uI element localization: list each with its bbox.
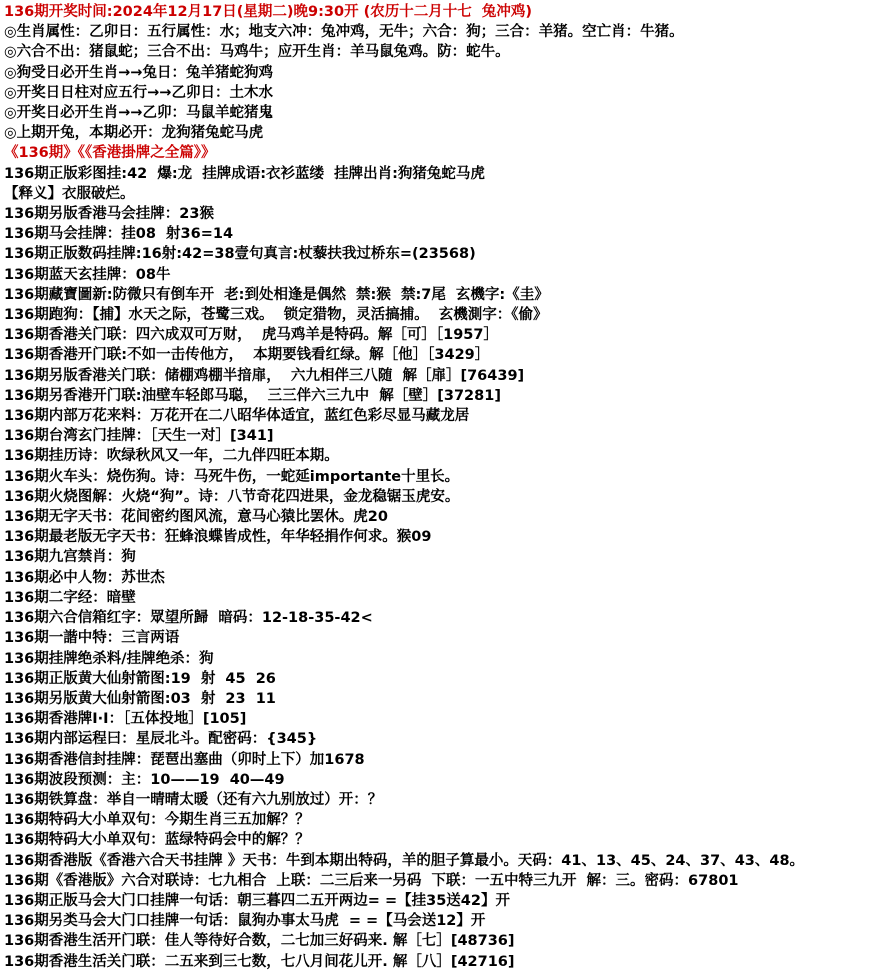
attribute-line: ◎开奖日日柱对应五行→→乙卯日：土木水 <box>4 84 273 101</box>
entries-block <box>0 164 879 972</box>
entry-line: 136期香港生活开门联：佳人等待好合数，二七加三好码来. 解［七］[48736] <box>4 933 515 950</box>
entry-line: 136期正版马会大门口挂牌一句话：朝三暮四二五开两边= =【挂35送42】开 <box>4 892 510 909</box>
entry-line: 136期特码大小单双句：蓝绿特码会中的解？？ <box>4 832 310 849</box>
section-title: 《136期》《《香港掛牌之全篇》》 <box>4 145 216 162</box>
attribute-line: ◎六合不出：猪鼠蛇；三合不出：马鸡牛；应开生肖：羊马鼠兔鸡。防：蛇牛。 <box>4 44 510 61</box>
entry-line: 136期香港关门联：四六成双可万财， 虎马鸡羊是特码。解［可］［1957］ <box>4 327 498 344</box>
entry-line: 136期特码大小单双句：今期生肖三五加解？？ <box>4 812 310 829</box>
entry-line: 136期必中人物：苏世杰 <box>4 569 165 586</box>
entry-line: 136期火车头：烧伤狗。诗：马死牛伤，一蛇延importante十里长。 <box>4 468 460 485</box>
entry-line: 136期《香港版》六合对联诗：七九相合 上联：二三后来一叧码 下联：一五中特三九开 解：三。密码：67801 <box>4 872 739 889</box>
entry-line: 136期正版黄大仙射箭图:19 射 45 26 <box>4 670 276 687</box>
entry-line: 136期二字经：暗壁 <box>4 589 136 606</box>
entry-line: 136期火烧图解：火烧“狗”。诗：八节奇花四进果，金龙稳锯玉虎安。 <box>4 488 460 505</box>
entry-line: 136期跑狗：【捕】水天之际，苍鹭三戏。 锁定猎物，灵活搞捕。 玄機測字：《偷》 <box>4 307 548 324</box>
attribute-line: ◎生肖属性：乙卯日：五行属性：水；地支六冲：兔冲鸡，无牛；六合：狗；三合：羊猪。空亡肖：牛猪。 <box>4 24 684 41</box>
entry-line: 136期正版彩图挂:42 爆:龙 挂牌成语:衣衫蓝缕 挂牌出肖:狗猪兔蛇马虎 <box>4 165 485 182</box>
entry-line: 136期香港信封挂牌：琵琶出塞曲（卯时上下）加1678 <box>4 751 365 768</box>
attribute-line: ◎开奖日必开生肖→→乙卯：马鼠羊蛇猪鬼 <box>4 105 273 122</box>
entry-line: 136期另版香港马会挂牌：23猴 <box>4 206 214 223</box>
entry-line: 136期九宫禁肖：狗 <box>4 549 136 566</box>
entry-line: 136期另类马会大门口挂牌一句话：鼠狗办事太马虎 = =【马会送12】开 <box>4 913 486 930</box>
header-line: 136期开奖时间:2024年12月17日(星期二)晚9:30开 (农历十二月十七 兔冲鸡) <box>4 4 532 20</box>
entry-line: 136期铁算盘：举自一晴晴太暖（还有六九别放过）开：？ <box>4 791 383 808</box>
entry-line: 136期另香港开门联:油壁车轻郎马聪， 三三伴六三九中 解［壁］[37281] <box>4 387 501 404</box>
entry-line: 136期最老版无字天书：狂蜂浪蝶皆成性，年华轻捐作何求。猴09 <box>4 529 432 546</box>
entry-line: 【释义】衣服破烂。 <box>4 185 135 202</box>
entry-line: 136期蓝天玄挂牌：08牛 <box>4 266 171 283</box>
entry-line: 136期马会挂牌：挂08 射36=14 <box>4 226 234 243</box>
entry-line: 136期正版数码挂牌:16射:42=38壹句真言:杖藜扶我过桥东=(23568) <box>4 246 476 263</box>
entry-line: 136期香港牌Ⅰ·Ⅰ：［五体投地］[105] <box>4 711 247 728</box>
attributes-block <box>0 22 879 143</box>
entry-line: 136期台湾玄门挂牌：［天生一对］[341] <box>4 428 274 445</box>
entry-line: 136期内部万花来料：万花开在二八昭华体适宜，蓝红色彩尽显马藏龙居 <box>4 408 470 425</box>
entry-line: 136期另版黄大仙射箭图:03 射 23 11 <box>4 690 276 707</box>
entry-line: 136期无字天书：花间密约图风流，意马心猿比罢休。虎20 <box>4 509 388 526</box>
entry-line: 136期另版香港关门联：储棚鸡棚半揞扉， 六九相伴三八随 解［扉］[76439] <box>4 367 525 384</box>
entry-line: 136期香港版《香港六合天书挂牌 》天书：牛到本期出特码，羊的胆子算最小。天码：41、13、45、24、37、43、48。 <box>4 852 805 869</box>
entry-line: 136期一諧中特：三言两语 <box>4 630 180 647</box>
attribute-line: ◎狗受日必开生肖→→兔日：兔羊猪蛇狗鸡 <box>4 64 273 81</box>
attribute-line: ◎上期开兔，本期必开：龙狗猪兔蛇马虎 <box>4 125 264 142</box>
entry-line: 136期挂牌绝杀料/挂牌绝杀：狗 <box>4 650 214 667</box>
entry-line: 136期藏寶圖新:防微只有倒车开 老:到处相逢是偶然 禁:猴 禁:7尾 玄機字:《圭》 <box>4 286 549 303</box>
entry-line: 136期六合信箱红字：眾望所歸 暗码：12-18-35-42< <box>4 610 373 627</box>
entry-line: 136期波段预测：主：10——19 40—49 <box>4 771 285 788</box>
entry-line: 136期内部运程曰：星辰北斗。配密码：{345} <box>4 731 318 748</box>
entry-line: 136期挂历诗：吹绿秋风又一年，二九伴四旺本期。 <box>4 448 339 465</box>
entry-line: 136期香港生活关门联：二五来到三七数，七八月间花儿开. 解［八］[42716] <box>4 953 515 970</box>
entry-line: 136期香港开门联:不如一击传他方， 本期要钱看红绿。解［他］［3429］ <box>4 347 490 364</box>
